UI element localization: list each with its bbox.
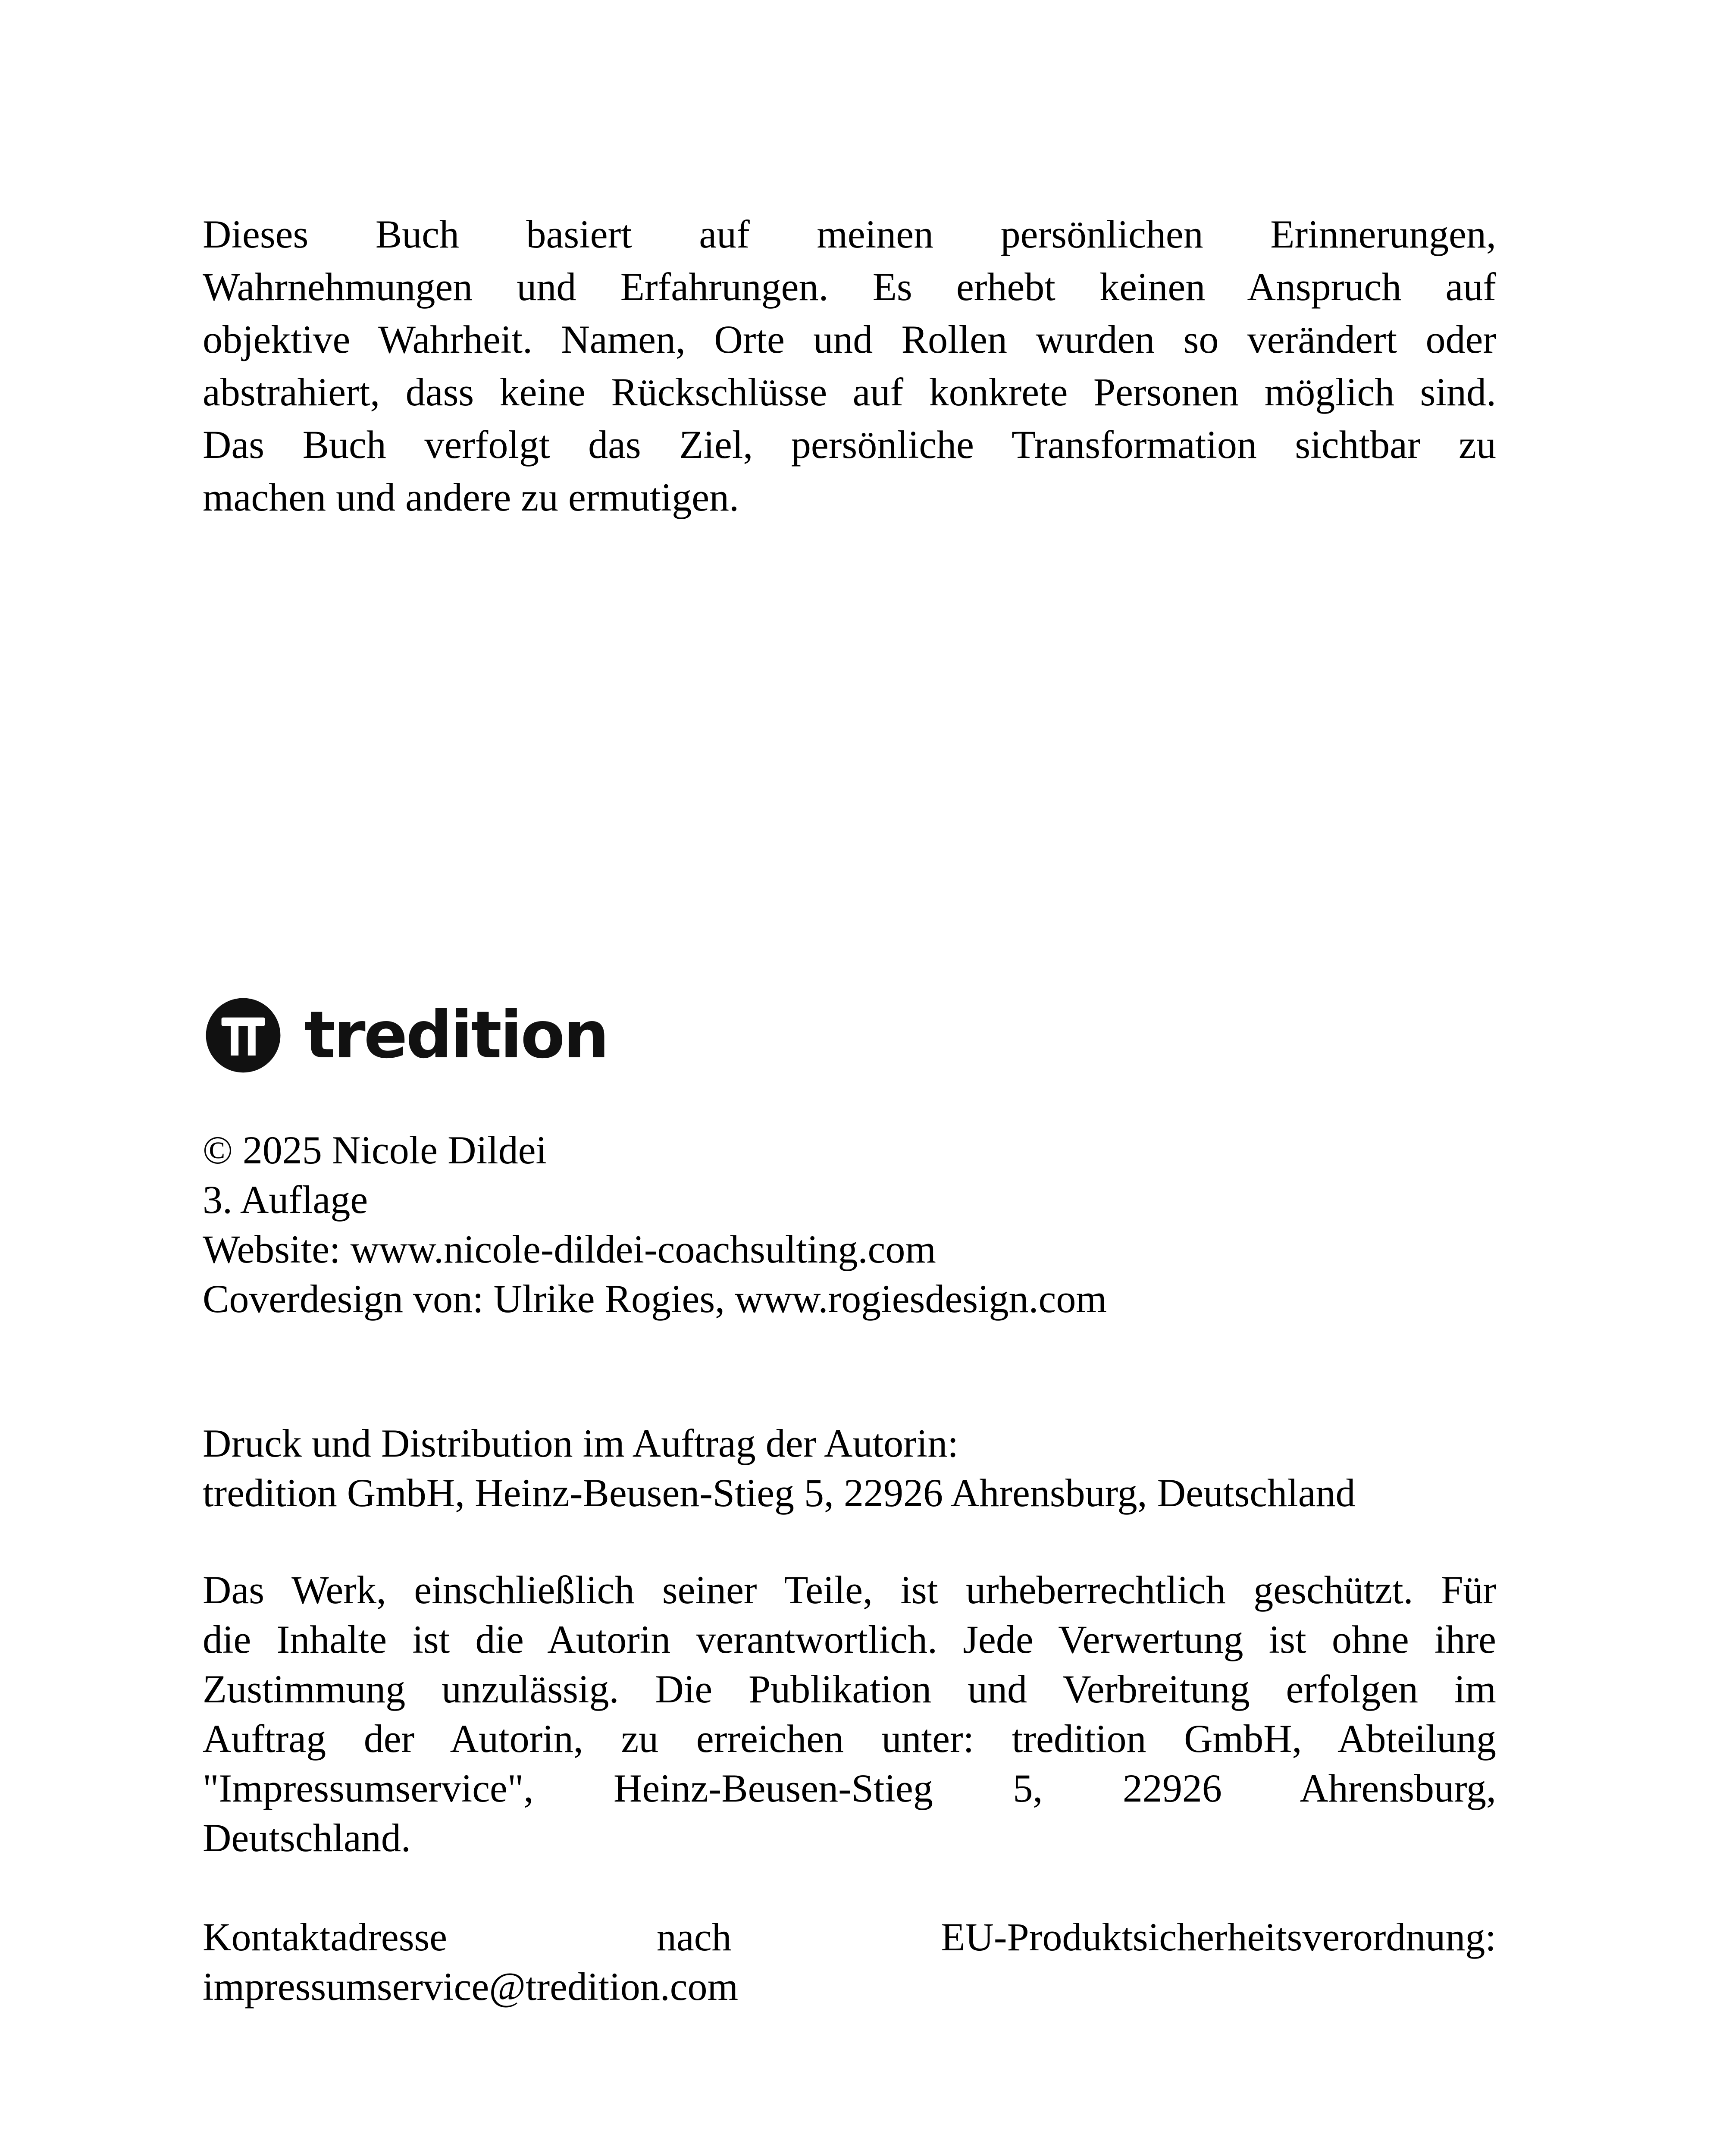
legal-line: Deutschland.: [203, 1816, 411, 1860]
tredition-logo-icon: [204, 997, 282, 1074]
legal-line: die Inhalte ist die Autorin verantwortlich. Jede Verwertung ist ohne ihre: [203, 1617, 1496, 1661]
disclaimer-paragraph: [203, 208, 1496, 523]
website-line: Website: www.nicole-dildei-coachsulting.com: [203, 1227, 936, 1271]
imprint-details: [203, 1125, 1496, 1324]
disclaimer-line: Dieses Buch basiert auf meinen persönlichen Erinnerungen,: [203, 212, 1496, 256]
contact-info: [203, 1912, 1496, 2012]
publisher-wordmark: tredition: [304, 998, 608, 1073]
copyright-notice: [203, 1565, 1496, 1863]
disclaimer-line: machen und andere zu ermutigen.: [203, 475, 739, 519]
disclaimer-line: abstrahiert, dass keine Rückschlüsse auf konkrete Personen möglich sind.: [203, 370, 1496, 414]
copyright-line: © 2025 Nicole Dildei: [203, 1128, 547, 1172]
cover-design-line: Coverdesign von: Ulrike Rogies, www.rogiesdesign.com: [203, 1277, 1107, 1321]
legal-line: "Impressumservice", Heinz-Beusen-Stieg 5, 22926 Ahrensburg,: [203, 1766, 1496, 1810]
contact-label: Kontaktadresse nach EU-Produktsicherheitsverordnung:: [203, 1915, 1496, 1959]
legal-line: Auftrag der Autorin, zu erreichen unter: tredition GmbH, Abteilung: [203, 1717, 1496, 1761]
distribution-info: [203, 1419, 1496, 1518]
publisher-address: tredition GmbH, Heinz-Beusen-Stieg 5, 22926 Ahrensburg, Deutschland: [203, 1471, 1356, 1515]
legal-line: Zustimmung unzulässig. Die Publikation und Verbreitung erfolgen im: [203, 1667, 1496, 1711]
disclaimer-line: Das Buch verfolgt das Ziel, persönliche Transformation sichtbar zu: [203, 423, 1496, 467]
publisher-logo: [204, 994, 608, 1076]
disclaimer-line: Wahrnehmungen und Erfahrungen. Es erhebt keinen Anspruch auf: [203, 265, 1496, 309]
distribution-heading: Druck und Distribution im Auftrag der Autorin:: [203, 1421, 958, 1465]
contact-email: impressumservice@tredition.com: [203, 1965, 739, 2009]
disclaimer-line: objektive Wahrheit. Namen, Orte und Rollen wurden so verändert oder: [203, 317, 1496, 361]
edition-line: 3. Auflage: [203, 1178, 368, 1222]
legal-line: Das Werk, einschließlich seiner Teile, ist urheberrechtlich geschützt. Für: [203, 1568, 1496, 1612]
